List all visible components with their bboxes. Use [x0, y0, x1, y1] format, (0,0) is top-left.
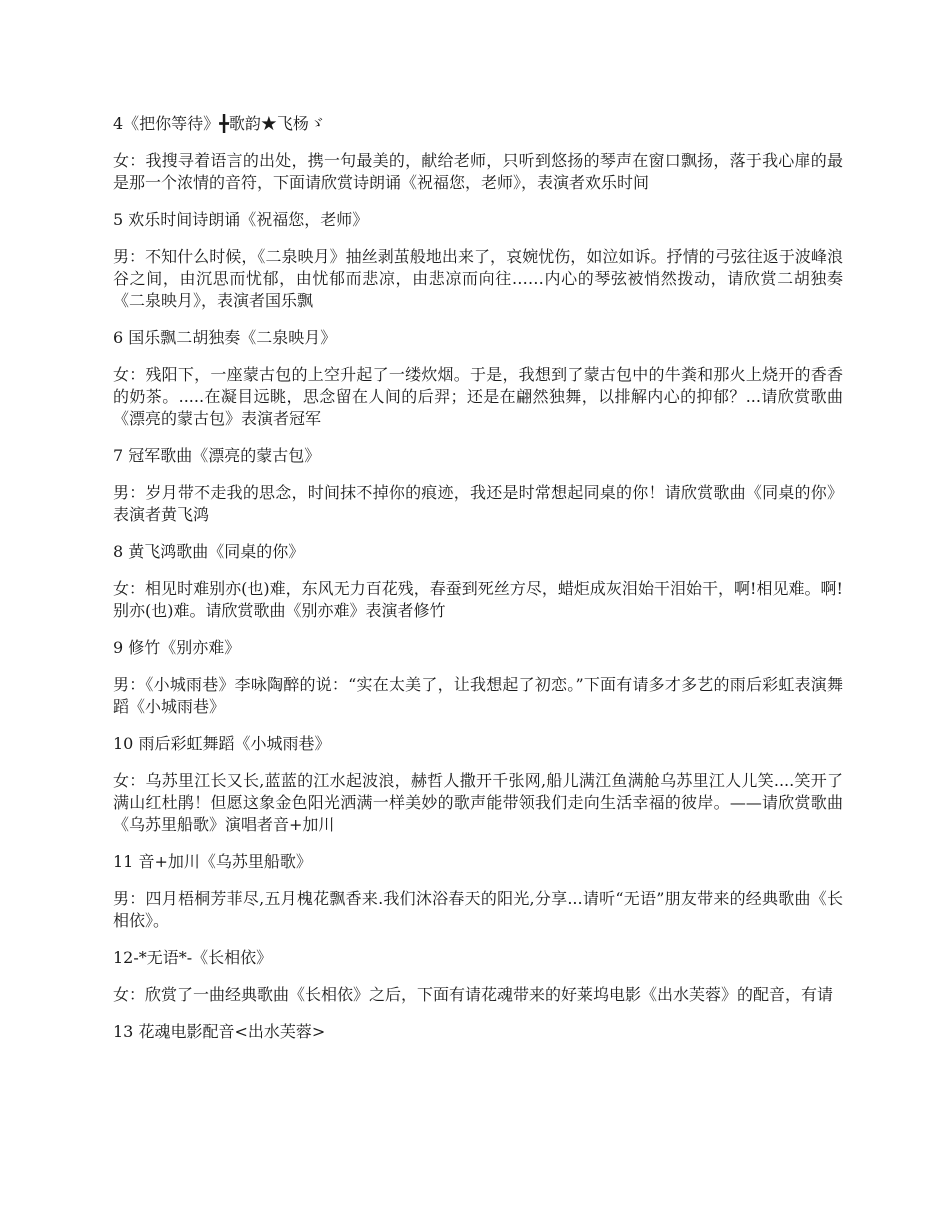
host-line-male: 男：《小城雨巷》李咏陶醉的说：“实在太美了，让我想起了初恋。”下面有请多才多艺的雨后彩虹表演舞蹈《小城雨巷》: [113, 675, 843, 716]
program-item-heading: 13 花魂电影配音<出水芙蓉>: [113, 1022, 326, 1041]
program-item-heading: 11 音+加川《乌苏里船歌》: [113, 852, 312, 871]
host-line-female: 女：欣赏了一曲经典歌曲《长相依》之后，下面有请花魂带来的好莱坞电影《出水芙蓉》的配音，有请: [113, 985, 834, 1004]
host-line-female: 女：乌苏里江长又长,蓝蓝的江水起波浪，赫哲人撒开千张网,船儿满江鱼满舱乌苏里江人儿笑....笑开了满山红杜鹃！但愿这象金色阳光洒满一样美妙的歌声能带领我们走向生活幸福的彼岸。——请欣赏歌曲《乌苏里船歌》演唱者音+加川: [113, 771, 843, 834]
host-line-male: 男：四月梧桐芳菲尽,五月槐花飘香来.我们沐浴春天的阳光,分享...请听“无语”朋友带来的经典歌曲《长相依》。: [113, 889, 843, 930]
program-item-heading: 9 修竹《别亦难》: [113, 638, 241, 657]
host-line-male: 男：岁月带不走我的思念，时间抹不掉你的痕迹，我还是时常想起同桌的你！请欣赏歌曲《同桌的你》表演者黄飞鸿: [113, 483, 843, 524]
host-line-female: 女：残阳下，一座蒙古包的上空升起了一缕炊烟。于是，我想到了蒙古包中的牛粪和那火上烧开的香香的奶茶。.....在凝目远眺，思念留在人间的后羿；还是在翩然独舞，以排解内心的抑郁？...请欣赏歌曲《漂亮的蒙古包》表演者冠军: [113, 365, 843, 428]
program-item-heading: 10 雨后彩虹舞蹈《小城雨巷》: [113, 734, 331, 753]
program-item-heading: 5 欢乐时间诗朗诵《祝福您，老师》: [113, 210, 369, 229]
host-line-male: 男：不知什么时候，《二泉映月》抽丝剥茧般地出来了，哀婉忧伤，如泣如诉。抒情的弓弦往返于波峰浪谷之间，由沉思而忧郁，由忧郁而悲凉，由悲凉而向往……内心的琴弦被悄然拨动，请欣赏二胡独奏《二泉映月》，表演者国乐飘: [113, 247, 843, 310]
program-item-heading: 12-*无语*-《长相依》: [113, 948, 273, 967]
program-item-heading: 4《把你等待》╋歌韵★飞杨ゞ: [113, 114, 325, 133]
program-item-heading: 8 黄飞鸿歌曲《同桌的你》: [113, 542, 305, 561]
document-body: [113, 113, 843, 1058]
host-line-female: 女：相见时难别亦(也)难，东风无力百花残，春蚕到死丝方尽，蜡炬成灰泪始干泪始干，啊!相见难。啊!别亦(也)难。请欣赏歌曲《别亦难》表演者修竹: [113, 579, 843, 620]
program-item-heading: 7 冠军歌曲《漂亮的蒙古包》: [113, 446, 321, 465]
host-line-female: 女：我搜寻着语言的出处，携一句最美的，献给老师，只听到悠扬的琴声在窗口飘扬，落于我心扉的最是那一个浓情的音符，下面请欣赏诗朗诵《祝福您，老师》，表演者欢乐时间: [113, 151, 843, 192]
program-item-heading: 6 国乐飘二胡独奏《二泉映月》: [113, 328, 337, 347]
